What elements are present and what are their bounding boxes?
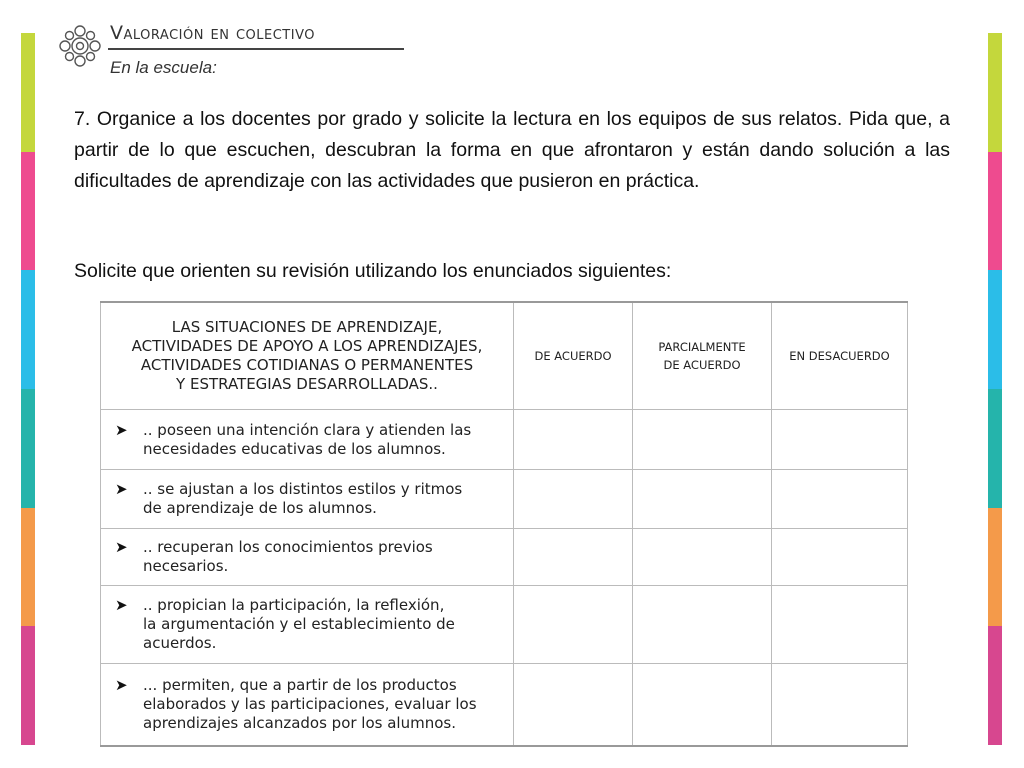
arrow-bullet-icon: ➤ bbox=[115, 676, 128, 695]
criteria-line: elaborados y las participaciones, evaluar los bbox=[143, 695, 477, 714]
color-bar-segment bbox=[21, 270, 35, 389]
ornament-icon bbox=[56, 22, 104, 70]
criteria-header-line: LAS SITUACIONES DE APRENDIZAJE, bbox=[171, 318, 443, 337]
answer-cell-de-acuerdo[interactable] bbox=[514, 586, 633, 664]
color-bar-segment bbox=[988, 33, 1002, 152]
answer-cell-de-acuerdo[interactable] bbox=[514, 410, 633, 470]
color-bar-segment bbox=[21, 626, 35, 745]
criteria-cell bbox=[101, 470, 514, 529]
criteria-line: .. propician la participación, la reflexión, bbox=[143, 596, 445, 615]
table-header-row bbox=[101, 302, 908, 410]
criteria-line: ... permiten, que a partir de los productos bbox=[143, 676, 457, 695]
color-bar-segment bbox=[988, 389, 1002, 508]
instruction-paragraph: 7. Organice a los docentes por grado y solicite la lectura en los equipos de sus relatos. Pida que, a partir de lo que escuchen, descubran la forma en que afrontaron y están dando solución a las dificultades de aprendizaje con las actividades que pusieron en práctica. bbox=[74, 108, 950, 192]
color-bar-segment bbox=[988, 508, 1002, 627]
color-bar-segment bbox=[21, 508, 35, 627]
color-bar-segment bbox=[21, 152, 35, 271]
arrow-bullet-icon: ➤ bbox=[115, 420, 128, 439]
criteria-line: necesidades educativas de los alumnos. bbox=[143, 439, 446, 458]
evaluation-table bbox=[100, 301, 908, 747]
criteria-line: .. recuperan los conocimientos previos bbox=[143, 538, 433, 557]
answer-cell-desacuerdo[interactable] bbox=[772, 410, 908, 470]
answer-cell-desacuerdo[interactable] bbox=[772, 470, 908, 529]
column-label: DE ACUERDO bbox=[534, 349, 612, 364]
table-row bbox=[101, 470, 908, 529]
column-label: DE ACUERDO bbox=[663, 358, 741, 373]
answer-cell-de-acuerdo[interactable] bbox=[514, 529, 633, 586]
answer-cell-de-acuerdo[interactable] bbox=[514, 664, 633, 746]
column-label: PARCIALMENTE bbox=[658, 340, 746, 355]
instruction-prompt: Solicite que orienten su revisión utilizando los enunciados siguientes: bbox=[74, 260, 672, 282]
column-label: EN DESACUERDO bbox=[789, 349, 890, 364]
criteria-line: la argumentación y el establecimiento de bbox=[143, 615, 455, 634]
color-bar-segment bbox=[21, 33, 35, 152]
section-title: Valoración en colectivo bbox=[110, 22, 315, 44]
arrow-bullet-icon: ➤ bbox=[115, 538, 128, 557]
criteria-line: .. se ajustan a los distintos estilos y ritmos bbox=[143, 480, 463, 499]
arrow-bullet-icon: ➤ bbox=[115, 596, 128, 615]
color-bar-segment bbox=[988, 626, 1002, 745]
criteria-line: aprendizajes alcanzados por los alumnos. bbox=[143, 714, 456, 733]
column-de-acuerdo bbox=[514, 302, 633, 410]
answer-cell-parcialmente[interactable] bbox=[633, 529, 772, 586]
arrow-bullet-icon: ➤ bbox=[115, 480, 128, 499]
color-bar-segment bbox=[988, 270, 1002, 389]
table-row bbox=[101, 664, 908, 746]
criteria-line: .. poseen una intención clara y atienden las bbox=[143, 420, 472, 439]
answer-cell-desacuerdo[interactable] bbox=[772, 529, 908, 586]
answer-cell-desacuerdo[interactable] bbox=[772, 664, 908, 746]
right-color-bar bbox=[988, 33, 1002, 745]
criteria-line: acuerdos. bbox=[143, 634, 217, 653]
title-divider bbox=[108, 48, 404, 50]
criteria-cell bbox=[101, 410, 514, 470]
criteria-cell bbox=[101, 664, 514, 746]
left-color-bar bbox=[21, 33, 35, 745]
criteria-cell bbox=[101, 586, 514, 664]
criteria-header-line: Y ESTRATEGIAS DESARROLLADAS.. bbox=[176, 375, 438, 394]
color-bar-segment bbox=[988, 152, 1002, 271]
column-en-desacuerdo bbox=[772, 302, 908, 410]
answer-cell-parcialmente[interactable] bbox=[633, 664, 772, 746]
criteria-line: de aprendizaje de los alumnos. bbox=[143, 499, 377, 518]
table-row bbox=[101, 586, 908, 664]
answer-cell-de-acuerdo[interactable] bbox=[514, 470, 633, 529]
answer-cell-desacuerdo[interactable] bbox=[772, 586, 908, 664]
criteria-header-line: ACTIVIDADES DE APOYO A LOS APRENDIZAJES, bbox=[131, 337, 483, 356]
criteria-header bbox=[101, 302, 514, 410]
criteria-cell bbox=[101, 529, 514, 586]
section-subtitle: En la escuela: bbox=[110, 58, 217, 77]
table-row bbox=[101, 529, 908, 586]
column-parcialmente-de-acuerdo bbox=[633, 302, 772, 410]
color-bar-segment bbox=[21, 389, 35, 508]
answer-cell-parcialmente[interactable] bbox=[633, 470, 772, 529]
answer-cell-parcialmente[interactable] bbox=[633, 410, 772, 470]
table-row bbox=[101, 410, 908, 470]
answer-cell-parcialmente[interactable] bbox=[633, 586, 772, 664]
criteria-header-line: ACTIVIDADES COTIDIANAS O PERMANENTES bbox=[140, 356, 474, 375]
criteria-line: necesarios. bbox=[143, 557, 229, 576]
